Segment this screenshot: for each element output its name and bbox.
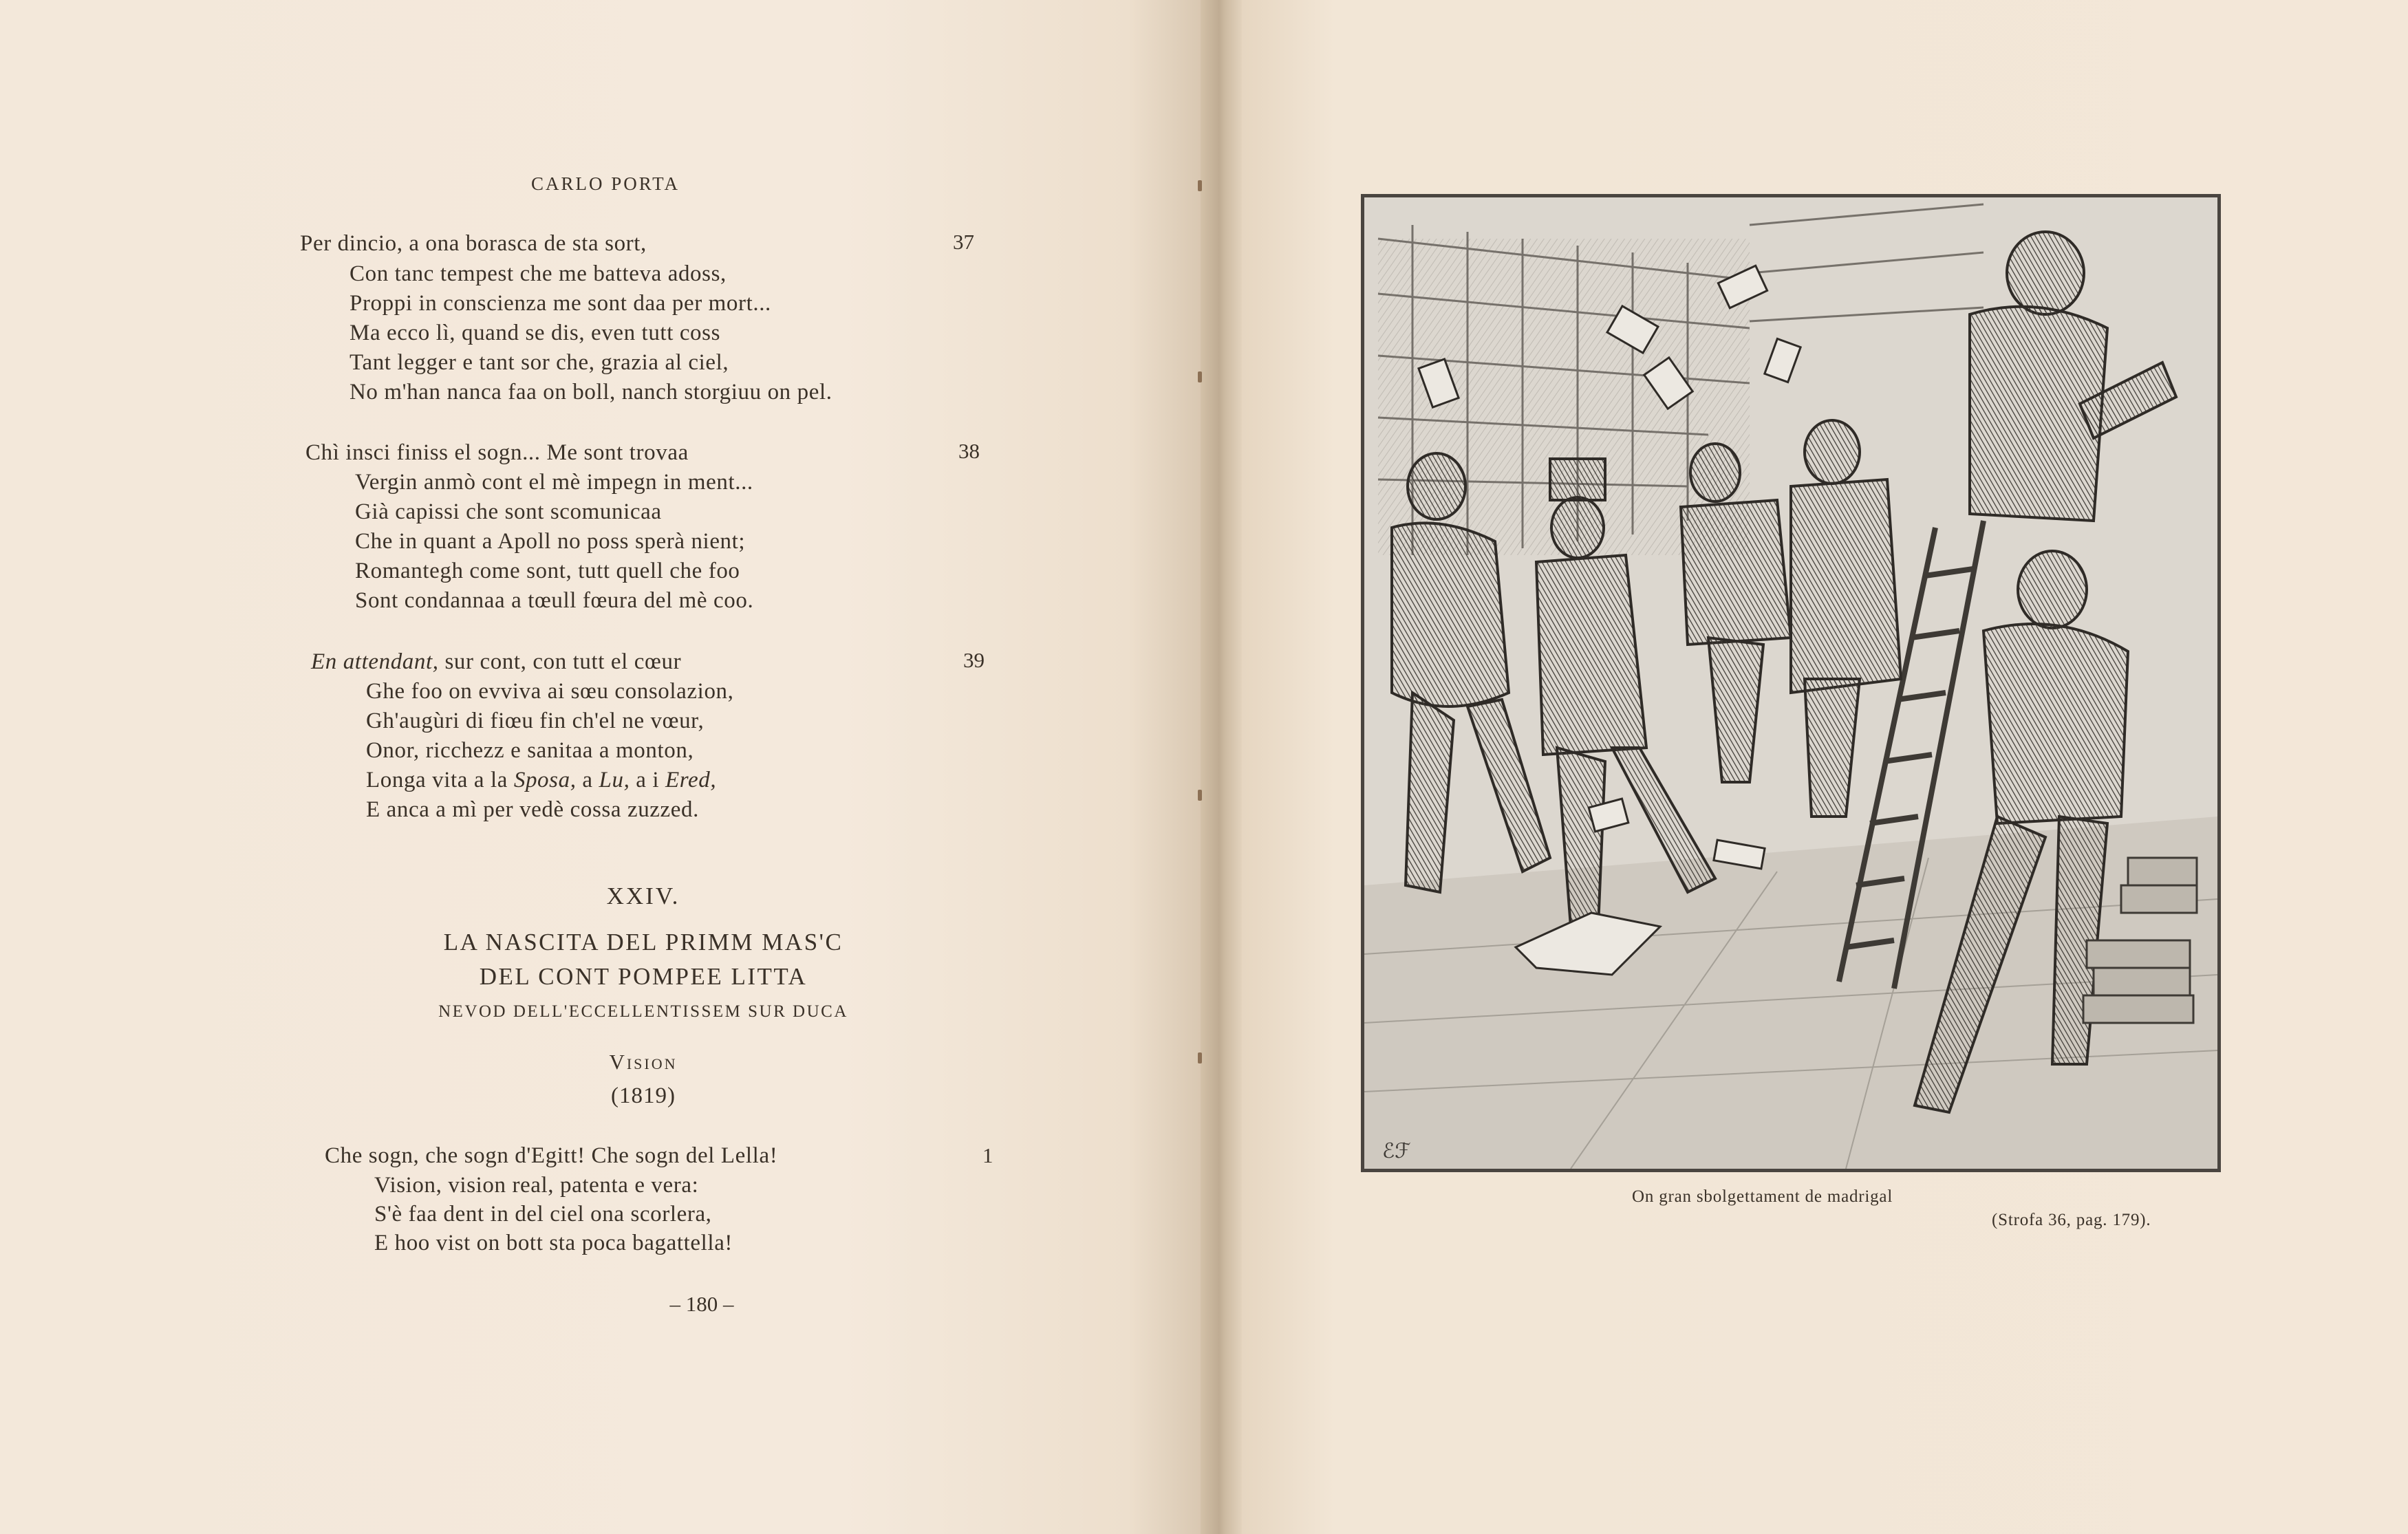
stanza-line: Che sogn, che sogn d'Egitt! Che sogn del Lella! <box>325 1143 778 1168</box>
stanza-line: Già capissi che sont scomunicaa <box>355 499 662 524</box>
binding-stitch <box>1198 1052 1202 1063</box>
book-gutter <box>1201 0 1242 1534</box>
stanza-line: Proppi in conscienza me sont daa per mort... <box>350 291 771 316</box>
binding-stitch <box>1198 180 1202 191</box>
left-page <box>0 0 1201 1534</box>
stanza-line <box>366 768 716 793</box>
illustration-plate <box>1361 194 2221 1172</box>
stanza-line: Onor, ricchezz e sanitaa a monton, <box>366 738 694 763</box>
stanza-line: Chì insci finiss el sogn... Me sont trovaa <box>305 440 689 465</box>
poem-subtitle: NEVOD DELL'ECCELLENTISSEM SUR DUCA <box>438 1002 848 1021</box>
stanza-line: No m'han nanca faa on boll, nanch storgiuu on pel. <box>350 380 832 404</box>
stanza-number: 1 <box>982 1143 993 1167</box>
poem-title-line2: DEL CONT POMPEE LITTA <box>479 963 808 990</box>
line-text: sur cont, con tutt el cœur <box>438 649 682 674</box>
running-head: CARLO PORTA <box>531 173 680 194</box>
poem-section: Vision <box>609 1050 678 1074</box>
stanza-line <box>311 649 681 675</box>
stanza-number: 39 <box>963 648 985 672</box>
line-text: a <box>576 768 599 792</box>
stanza-line: Vergin anmò cont el mè impegn in ment... <box>355 470 753 495</box>
stanza-line: Ghe foo on evviva ai sœu consolazion, <box>366 679 734 704</box>
stanza-number: 37 <box>953 230 974 254</box>
poem-title-line1: LA NASCITA DEL PRIMM MAS'C <box>443 929 843 955</box>
binding-stitch <box>1198 371 1202 382</box>
line-text: Longa vita a la <box>366 768 514 792</box>
page-number: – 180 – <box>669 1292 734 1316</box>
italic-word: Sposa, <box>513 768 577 792</box>
stanza-line: E anca a mì per vedè cossa zuzzed. <box>366 797 699 822</box>
stanza-line: Per dincio, a ona borasca de sta sort, <box>300 231 647 256</box>
plate-reference: (Strofa 36, pag. 179). <box>1992 1211 2151 1229</box>
poem-year: (1819) <box>611 1083 676 1108</box>
stanza-line: S'è faa dent in del ciel ona scorlera, <box>374 1202 712 1227</box>
binding-stitch <box>1198 790 1202 801</box>
stanza-line: Gh'augùri di fiœu fin ch'el ne vœur, <box>366 709 705 733</box>
plate-caption: On gran sbolgettament de madrigal <box>1632 1187 1893 1206</box>
italic-phrase: En attendant, <box>311 649 439 674</box>
stanza-line: Vision, vision real, patenta e vera: <box>374 1173 699 1198</box>
italic-word: Ered, <box>665 768 717 792</box>
italic-word: Lu, <box>599 768 630 792</box>
poem-roman-numeral: XXIV. <box>606 883 680 909</box>
artist-monogram: ℰℱ <box>1382 1140 1411 1163</box>
stanza-line: Che in quant a Apoll no poss sperà nient; <box>355 529 746 554</box>
stanza-number: 38 <box>958 439 980 463</box>
stanza-line: Ma ecco lì, quand se dis, even tutt coss <box>350 321 721 345</box>
stanza-line: Sont condannaa a tœull fœura del mè coo. <box>355 588 754 613</box>
stanza-line: E hoo vist on bott sta poca bagattella! <box>374 1231 733 1255</box>
line-text: a i <box>630 768 665 792</box>
lithograph-illustration <box>1364 197 2217 1169</box>
stanza-line: Tant legger e tant sor che, grazia al ciel, <box>350 350 729 375</box>
stanza-line: Romantegh come sont, tutt quell che foo <box>355 559 740 583</box>
stanza-line: Con tanc tempest che me batteva adoss, <box>350 261 727 286</box>
